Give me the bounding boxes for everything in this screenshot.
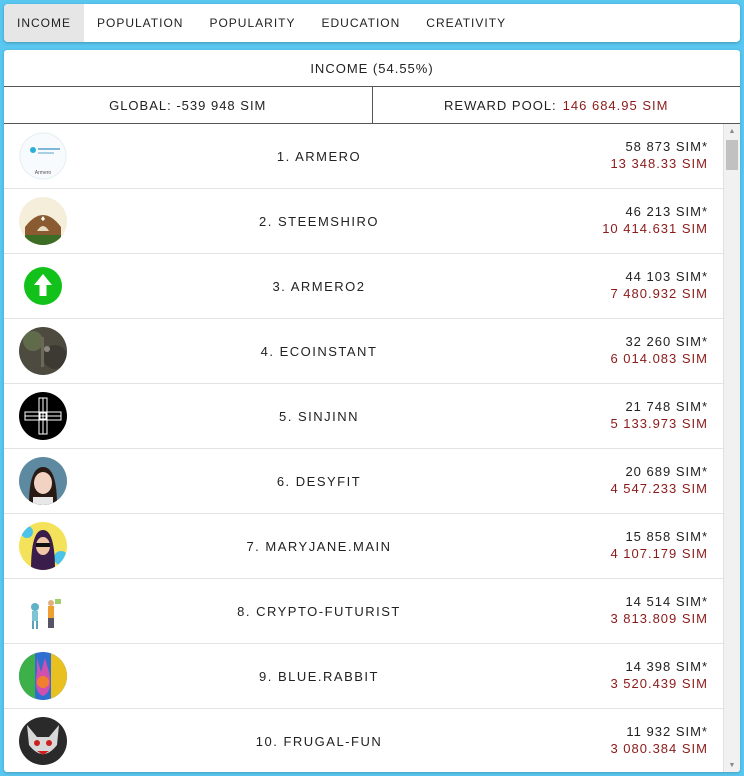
avatar — [19, 457, 67, 505]
row-reward-value: 3 520.439 SIM — [610, 676, 708, 691]
list-item[interactable] — [4, 189, 724, 254]
row-values — [610, 658, 708, 692]
scroll-down-arrow-icon[interactable]: ▼ — [728, 761, 736, 769]
row-values — [610, 333, 708, 367]
stats-bar — [4, 87, 740, 124]
list-item[interactable] — [4, 514, 724, 579]
global-label: GLOBAL: -539 948 SIM — [109, 97, 267, 113]
row-values — [602, 203, 708, 237]
avatar — [19, 132, 67, 180]
tab-education[interactable]: EDUCATION — [321, 16, 401, 30]
tab-creativity[interactable]: CREATIVITY — [426, 16, 507, 30]
row-values — [610, 593, 708, 627]
colorful-rabbit-icon — [19, 652, 67, 700]
tab-popularity[interactable]: POPULARITY — [209, 16, 296, 30]
woman-portrait-icon — [19, 457, 67, 505]
leaderboard-list-container — [4, 124, 740, 772]
reward-pool-value: 146 684.95 SIM — [562, 97, 669, 113]
row-reward-value: 4 547.233 SIM — [610, 481, 708, 496]
row-reward-value: 6 014.083 SIM — [610, 351, 708, 366]
reward-pool-label: REWARD POOL: — [444, 97, 557, 113]
list-item[interactable] — [4, 644, 724, 709]
steemshiro-avatar-icon — [19, 197, 67, 245]
row-values — [610, 463, 708, 497]
list-item[interactable] — [4, 579, 724, 644]
list-scrollbar[interactable] — [723, 124, 740, 772]
row-sim-value: 46 213 SIM* — [625, 204, 708, 219]
scroll-up-arrow-icon[interactable]: ▲ — [728, 127, 736, 135]
avatar — [19, 197, 67, 245]
row-sim-value: 15 858 SIM* — [625, 529, 708, 544]
leaderboard-list — [4, 124, 724, 772]
row-reward-value: 10 414.631 SIM — [602, 221, 708, 236]
avatar — [19, 717, 67, 765]
list-item[interactable] — [4, 319, 724, 384]
row-username: 5. SINJINN — [278, 408, 359, 424]
row-username: 10. FRUGAL-FUN — [255, 733, 383, 749]
scrollbar-thumb[interactable] — [726, 140, 738, 170]
row-sim-value: 32 260 SIM* — [625, 334, 708, 349]
row-reward-value: 3 080.384 SIM — [610, 741, 708, 756]
row-values — [610, 138, 708, 172]
panel-title: INCOME (54.55%) — [4, 50, 740, 87]
cartoon-woman-icon — [19, 522, 67, 570]
avatar — [19, 262, 67, 310]
geometric-cross-icon — [19, 392, 67, 440]
row-reward-value: 4 107.179 SIM — [610, 546, 708, 561]
global-stat — [4, 87, 372, 123]
list-item[interactable] — [4, 384, 724, 449]
leaderboard-panel — [4, 50, 740, 772]
row-username: 9. BLUE.RABBIT — [259, 668, 379, 684]
row-values — [610, 528, 708, 562]
row-values — [610, 723, 708, 757]
forest-photo-icon — [19, 327, 67, 375]
robot-figures-icon — [19, 587, 67, 635]
row-sim-value: 11 932 SIM* — [626, 724, 708, 739]
row-sim-value: 58 873 SIM* — [625, 139, 708, 154]
armero-logo-icon — [19, 132, 67, 180]
row-reward-value: 7 480.932 SIM — [610, 286, 708, 301]
reward-pool-stat — [372, 87, 741, 123]
row-username: 8. CRYPTO-FUTURIST — [237, 603, 401, 619]
row-username: 3. ARMERO2 — [272, 278, 366, 294]
list-item[interactable] — [4, 449, 724, 514]
row-username: 6. DESYFIT — [276, 473, 362, 489]
list-item[interactable] — [4, 709, 724, 772]
row-sim-value: 14 398 SIM* — [625, 659, 708, 674]
green-arrow-up-icon — [19, 262, 67, 310]
row-values — [610, 398, 708, 432]
avatar — [19, 392, 67, 440]
row-sim-value: 44 103 SIM* — [625, 269, 708, 284]
row-reward-value: 3 813.809 SIM — [610, 611, 708, 626]
avatar — [19, 522, 67, 570]
avatar — [19, 327, 67, 375]
category-tabs — [4, 4, 740, 42]
avatar — [19, 652, 67, 700]
row-username: 7. MARYJANE.MAIN — [246, 538, 392, 554]
row-sim-value: 14 514 SIM* — [625, 594, 708, 609]
list-item[interactable] — [4, 254, 724, 319]
row-sim-value: 21 748 SIM* — [625, 399, 708, 414]
row-username: 2. STEEMSHIRO — [259, 213, 379, 229]
svg-text:Armero: Armero — [34, 170, 52, 176]
list-item[interactable] — [4, 124, 724, 189]
row-reward-value: 5 133.973 SIM — [610, 416, 708, 431]
tab-population[interactable]: POPULATION — [97, 16, 184, 30]
row-sim-value: 20 689 SIM* — [625, 464, 708, 479]
row-username: 4. ECOINSTANT — [260, 343, 378, 359]
row-values — [610, 268, 708, 302]
cartoon-creature-icon — [19, 717, 67, 765]
row-reward-value: 13 348.33 SIM — [610, 156, 708, 171]
tab-income[interactable]: INCOME — [4, 4, 84, 42]
row-username: 1. ARMERO — [276, 148, 362, 164]
avatar — [19, 587, 67, 635]
